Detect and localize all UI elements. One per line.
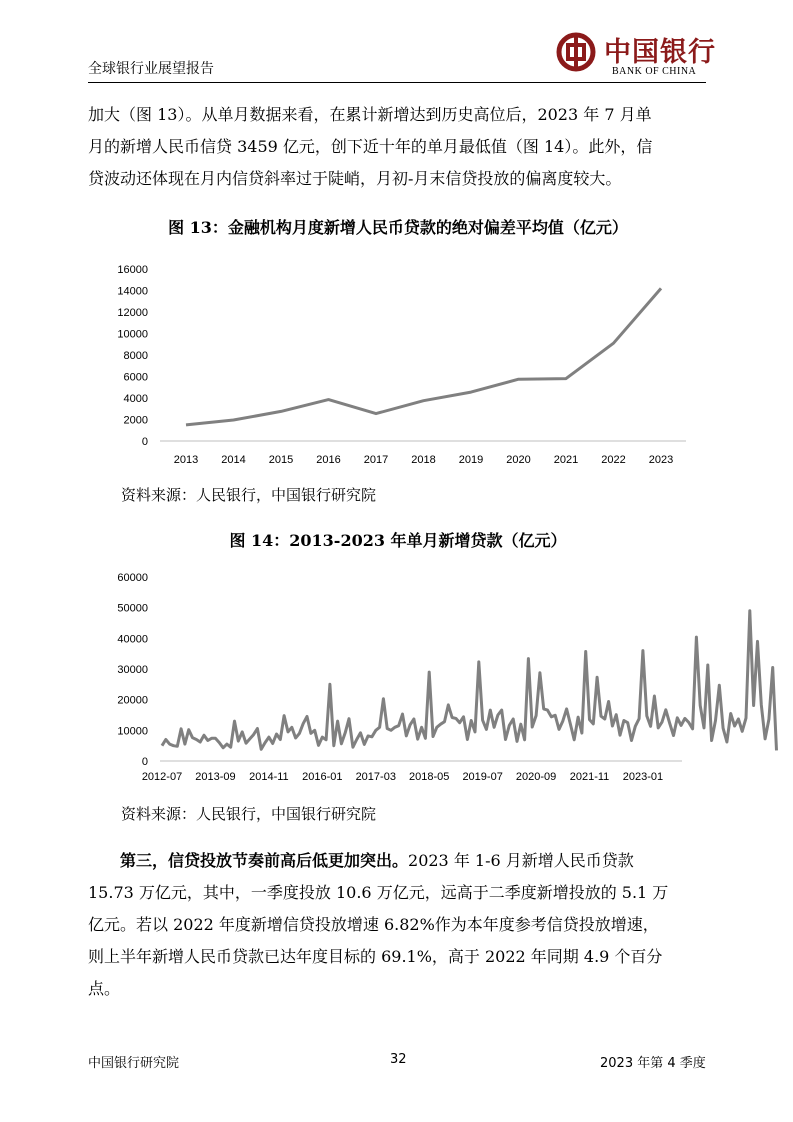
figure13-title: 图 13：金融机构月度新增人民币贷款的绝对偏差平均值（亿元） [168,218,628,237]
paragraph-line: 贷波动还体现在月内信贷斜率过于陡峭，月初-月末信贷投放的偏离度较大。 [88,169,622,188]
y-tick-label: 20000 [117,694,148,707]
paragraph-line: 加大（图 13）。从单月数据来看，在累计新增达到历史高位后，2023 年 7 月单 [88,105,652,124]
paragraph-line: 则上半年新增人民币贷款已达年度目标的 69.1%，高于 2022 年同期 4.9 个百分 [88,947,663,966]
header-rule [88,82,706,83]
bank-logo [556,30,716,80]
paragraph-line: 亿元。若以 2022 年度新增信贷投放增速 6.82%作为本年度参考信贷投放增速， [88,915,659,934]
closing-paragraph [88,845,708,1005]
footer-right: 2023 年第 4 季度 [600,1056,706,1071]
x-tick-label: 2023 [648,454,674,466]
bank-of-china-logo-icon [556,32,596,72]
x-tick-label: 2017-03 [355,771,396,783]
figure14-source: 资料来源：人民银行，中国银行研究院 [121,805,377,823]
x-tick-label: 2014 [221,454,246,466]
y-tick-label: 2000 [123,414,148,427]
x-tick-label: 2020 [506,454,531,466]
y-tick-label: 60000 [117,572,148,584]
paragraph-line: 月的新增人民币信贷 3459 亿元，创下近十年的单月最低值（图 14）。此外，信 [88,137,653,156]
x-tick-label: 2016 [316,454,341,466]
x-tick-label: 2018 [411,454,436,466]
y-tick-label: 40000 [117,633,148,646]
y-tick-label: 30000 [117,664,148,676]
x-tick-label: 2013 [173,454,199,466]
y-tick-label: 0 [141,436,148,448]
x-tick-label: 2020-09 [515,771,557,783]
y-tick-label: 10000 [117,725,148,738]
y-tick-label: 6000 [123,371,148,384]
x-tick-label: 2021-11 [569,771,610,783]
figure13-source: 资料来源：人民银行，中国银行研究院 [121,486,377,504]
page-number: 32 [390,1052,407,1067]
x-tick-label: 2021 [553,454,579,466]
logo-english-text: BANK OF CHINA [612,66,697,77]
y-tick-label: 0 [141,756,148,768]
figure14-title: 图 14：2013-2023 年单月新增贷款（亿元） [229,531,567,550]
x-tick-label: 2019-07 [462,771,503,783]
x-tick-label: 2014-11 [249,771,289,783]
series-line [186,288,661,425]
paragraph-line: 15.73 万亿元，其中，一季度投放 10.6 万亿元，远高于二季度新增投放的 5.1 万 [88,883,669,902]
y-tick-label: 4000 [123,393,148,405]
x-tick-label: 2019 [458,454,484,466]
y-tick-label: 50000 [117,602,148,615]
paragraph-line [88,845,708,877]
lead-sentence: 第三，信贷投放节奏前高后低更加突出。 [120,851,409,870]
series-line [162,611,777,751]
header-title: 全球银行业展望报告 [88,61,214,77]
paragraph-line: 点。 [88,979,121,998]
y-tick-label: 14000 [117,285,148,298]
logo-chinese-text: 中国银行 [604,37,716,68]
y-tick-label: 8000 [123,350,148,362]
x-tick-label: 2023-01 [622,771,664,783]
x-tick-label: 2018-05 [409,771,450,783]
x-tick-label: 2013-09 [195,771,236,783]
x-tick-label: 2016-01 [302,771,343,783]
x-tick-label: 2022 [601,454,626,466]
intro-paragraph [88,99,708,195]
paragraph-text: 2023 年 1-6 月新增人民币贷款 [408,851,634,870]
x-tick-label: 2017 [363,454,389,466]
x-tick-label: 2015 [268,454,294,466]
y-tick-label: 12000 [117,307,148,319]
x-tick-label: 2012-07 [141,771,183,783]
y-tick-label: 16000 [117,264,148,276]
y-tick-label: 10000 [117,328,148,341]
footer-left: 中国银行研究院 [88,1056,180,1071]
